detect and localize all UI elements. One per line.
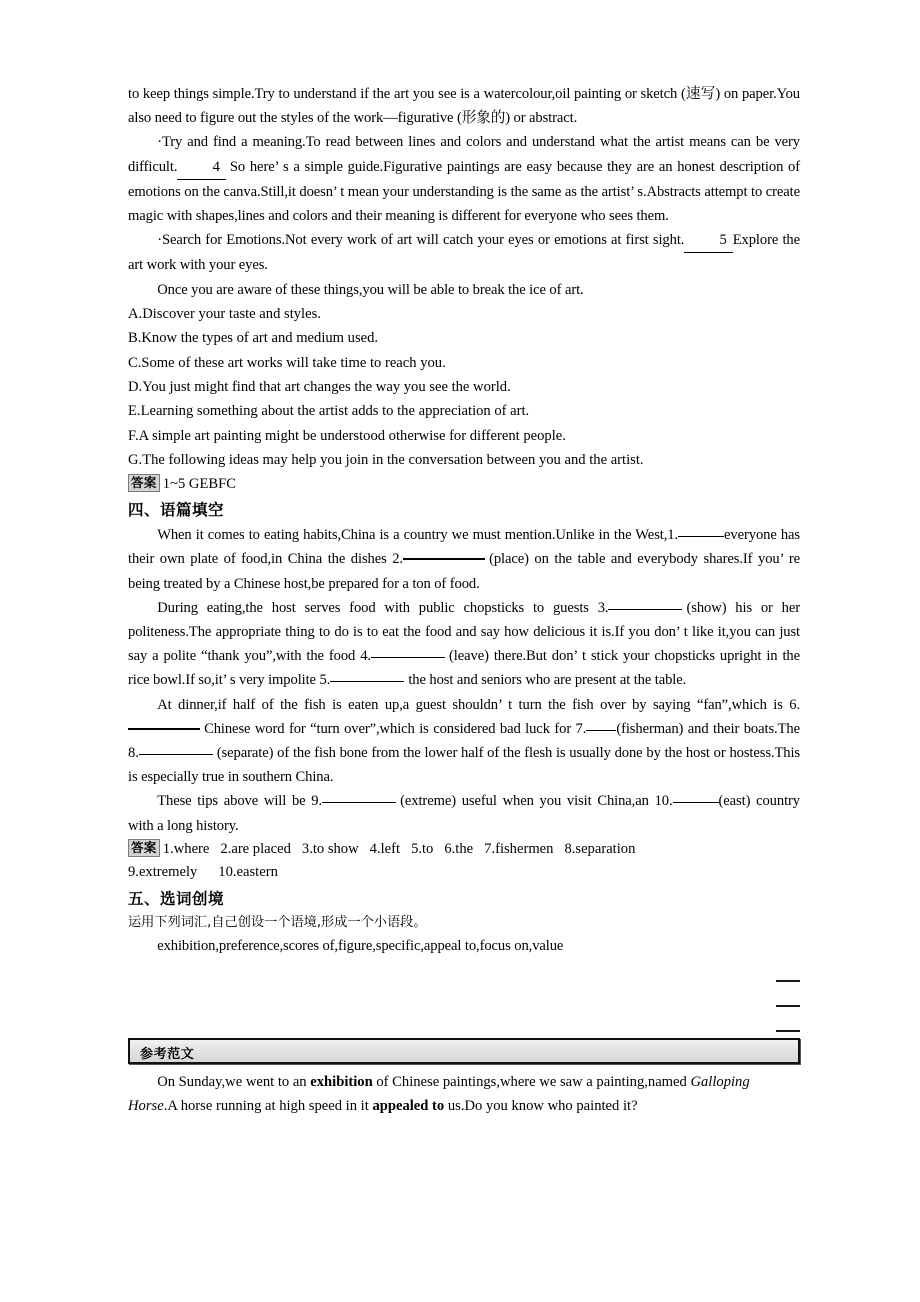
option-e: E.Learning something about the artist adds to the appreciation of art. [128, 403, 530, 420]
answer-item: 10.eastern [218, 864, 278, 881]
model-part-3: .A horse running at high speed in it [163, 1098, 373, 1115]
model-part-4: us.Do you know who painted it? [444, 1098, 638, 1115]
s4-p2-a: During eating,the host serves food with public chopsticks to guests 3. [157, 599, 609, 616]
reading-answer-line [128, 473, 800, 497]
s4-p3-a: At dinner,if half of the fish is eaten up,a guest shouldn’ t turn the fish over by saying “fan”,which is 6. [157, 696, 800, 713]
option-c: C.Some of these art works will take time to reach you. [128, 354, 446, 371]
reading-para2-part-b: So here’ s a simple guide.Figurative paintings are easy because they are an honest description of emotions on the canva.Still,it doesn’ t mean your understanding is the same as the artist’ s.Abstracts attempt to create magic with shapes,lines and colors and their meaning is different for everyone who sees them. [128, 158, 800, 225]
blank-5: 5 [684, 228, 732, 253]
blank-2 [403, 547, 485, 560]
document-page [128, 82, 800, 1118]
section-5-wordlist: exhibition,preference,scores of,figure,specific,appeal to,focus on,value [157, 937, 564, 954]
answer-item: 9.extremely [128, 864, 198, 881]
answer-item: 2.are placed [220, 840, 291, 857]
blank-4b [371, 645, 445, 658]
s4-p4-b: (extreme) useful when you visit China,an 10. [400, 793, 673, 810]
write-line[interactable] [776, 1005, 800, 1007]
model-essay-text [128, 1070, 800, 1118]
blank-9 [322, 790, 396, 803]
model-part-2: of Chinese paintings,where we saw a painting,named [372, 1074, 691, 1091]
s4-p2-b: (show) his or her politeness.The appropriate thing to do is to eat the food and say how delicious it is.If you don’ t like it,you can just say a polite “thank you”,with the food 4. [128, 599, 800, 665]
s4-p1-c: (place) on the table and everybody shares.If you’ re being treated by a Chinese host,be prepared for a ton of food. [128, 551, 800, 592]
model-bold-exhibition: exhibition [310, 1074, 373, 1091]
blank-7 [586, 718, 616, 731]
blank-8 [139, 742, 213, 755]
answer-tag: 答案 [128, 839, 160, 857]
s4-p2-d: the host and seniors who are present at the table. [408, 672, 687, 689]
answer-item: 8.separation [564, 840, 636, 857]
blank-4: 4 [177, 155, 225, 180]
model-part-1: On Sunday,we went to an [157, 1074, 311, 1091]
s4-p1-b: everyone has their own plate of food,in China the dishes 2. [128, 527, 800, 568]
write-line[interactable] [776, 1030, 800, 1032]
blank-1 [678, 524, 724, 537]
reading-para3-part-b: Explore the art work with your eyes. [128, 232, 800, 274]
reference-essay-box [128, 1038, 800, 1064]
option-g: G.The following ideas may help you join in the conversation between you and the artist. [128, 452, 644, 469]
blank-5b [330, 669, 404, 682]
section4-paragraph-3 [128, 693, 800, 790]
answer-item: 5.to [411, 840, 434, 857]
answer-write-lines[interactable] [128, 958, 800, 1032]
write-line[interactable] [776, 980, 800, 982]
section-4-heading: 四、语篇填空 [128, 501, 225, 520]
section4-paragraph-4 [128, 789, 800, 837]
s4-p3-c: (fisherman) and their boats.The 8. [128, 720, 800, 761]
s4-p4-a: These tips above will be 9. [157, 793, 323, 810]
reading-paragraph-2 [128, 130, 800, 228]
s4-p4-c: (east) country with a long history. [128, 793, 800, 834]
section-5-heading: 五、选词创境 [128, 889, 225, 908]
section4-paragraph-2 [128, 596, 800, 693]
answer-item: 1.where [162, 840, 210, 857]
section-5-instruction: 运用下列词汇,自己创设一个语境,形成一个小语段。 [128, 914, 427, 930]
reading-para3-part-a: ·Search for Emotions.Not every work of art will catch your eyes or emotions at first sight. [157, 232, 685, 249]
reading-paragraph-3 [128, 228, 800, 277]
reading-paragraph-1: to keep things simple.Try to understand if the art you see is a watercolour,oil painting or sketch (速写) on paper.You also need to figure out the styles of the work—figurative (形象的) or abstract. [128, 86, 800, 127]
s4-p2-c: (leave) there.But don’ t stick your chopsticks upright in the rice bowl.If so,it’ s very impolite 5. [128, 648, 800, 689]
option-f: F.A simple art painting might be understood otherwise for different people. [128, 427, 566, 444]
answer-tag: 答案 [128, 474, 160, 492]
section4-answer-row-1 [128, 838, 800, 862]
section4-paragraph-1 [128, 523, 800, 596]
option-a: A.Discover your taste and styles. [128, 305, 321, 322]
section4-answer-row-2 [128, 861, 800, 885]
blank-3 [608, 597, 682, 610]
answer-item: 6.the [444, 840, 474, 857]
option-b: B.Know the types of art and medium used. [128, 330, 379, 347]
s4-p3-d: (separate) of the fish bone from the lower half of the flesh is usually done by the host or hostess.This is especially true in southern China. [128, 745, 800, 786]
answer-item: 4.left [369, 840, 401, 857]
answer-item: 3.to show [301, 840, 359, 857]
reading-paragraph-4: Once you are aware of these things,you will be able to break the ice of art. [157, 281, 584, 298]
option-d: D.You just might find that art changes the way you see the world. [128, 379, 511, 396]
s4-p3-b: Chinese word for “turn over”,which is considered bad luck for 7. [204, 720, 587, 737]
blank-10 [673, 790, 719, 803]
reading-para2-part-a: ·Try and find a meaning.To read between lines and colors and understand what the artist means can be very difficult. [128, 134, 800, 175]
s4-p1-a: When it comes to eating habits,China is a country we must mention.Unlike in the West,1. [157, 527, 679, 544]
blank-6 [128, 717, 200, 730]
reading-answer-text: 1~5 GEBFC [162, 475, 236, 492]
answer-item: 7.fishermen [484, 840, 554, 857]
model-italic-title: Galloping Horse [128, 1074, 750, 1115]
reference-essay-label: 参考范文 [140, 1047, 195, 1063]
model-bold-appealed-to: appealed to [372, 1098, 445, 1115]
